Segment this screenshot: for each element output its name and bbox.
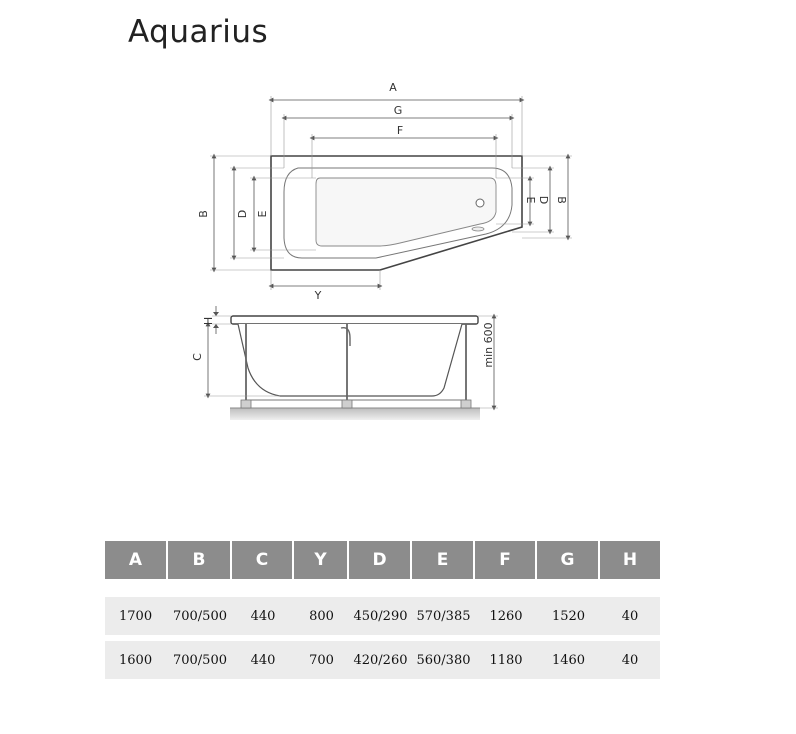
table-cell: 700/500: [168, 641, 232, 679]
overflow-icon: [472, 227, 484, 231]
table-row: [105, 597, 660, 635]
table-cell: 440: [232, 597, 294, 635]
table-cell: 1180: [475, 641, 537, 679]
table-cell: 420/260: [349, 641, 412, 679]
dim-label-y: Y: [314, 289, 322, 302]
table-header-row: [105, 541, 660, 579]
table-cell: 440: [232, 641, 294, 679]
floor: [230, 408, 480, 420]
top-view: [210, 96, 572, 290]
dim-label-e-left: E: [256, 210, 269, 218]
table-cell: 700/500: [168, 597, 232, 635]
table-cell: 560/380: [412, 641, 475, 679]
header-f: F: [475, 541, 537, 579]
table-cell: 40: [600, 641, 660, 679]
table-cell: 450/290: [349, 597, 412, 635]
table-cell: 570/385: [412, 597, 475, 635]
table-cell: 1700: [105, 597, 168, 635]
table-cell: 700: [294, 641, 349, 679]
dim-label-b-left: B: [197, 210, 210, 218]
table-cell: 1460: [537, 641, 600, 679]
product-title: Aquarius: [128, 14, 269, 50]
header-c: C: [232, 541, 294, 579]
header-a: A: [105, 541, 168, 579]
table-cell: 1260: [475, 597, 537, 635]
dim-label-min-600: min 600: [482, 322, 495, 368]
table-cell: 40: [600, 597, 660, 635]
table-cell: 1520: [537, 597, 600, 635]
table-cell: 1600: [105, 641, 168, 679]
header-y: Y: [294, 541, 349, 579]
header-e: E: [412, 541, 475, 579]
table-cell: 800: [294, 597, 349, 635]
side-view-rim: [231, 316, 478, 324]
dim-label-b-right: B: [555, 196, 568, 204]
dim-label-e-right: E: [524, 196, 537, 204]
dim-label-h: H: [202, 316, 215, 326]
table-row: [105, 641, 660, 679]
header-d: D: [349, 541, 412, 579]
side-view: [204, 306, 498, 420]
dim-label-g: G: [393, 104, 403, 117]
dim-label-d-left: D: [236, 209, 249, 219]
dim-label-a: A: [389, 81, 397, 94]
dim-label-c: C: [191, 353, 204, 361]
drain-icon: [476, 199, 484, 207]
dim-label-d-right: D: [537, 195, 550, 205]
header-g: G: [537, 541, 600, 579]
dimensions-table: [105, 541, 660, 679]
dim-label-f: F: [396, 124, 404, 137]
header-h: H: [600, 541, 660, 579]
header-b: B: [168, 541, 232, 579]
